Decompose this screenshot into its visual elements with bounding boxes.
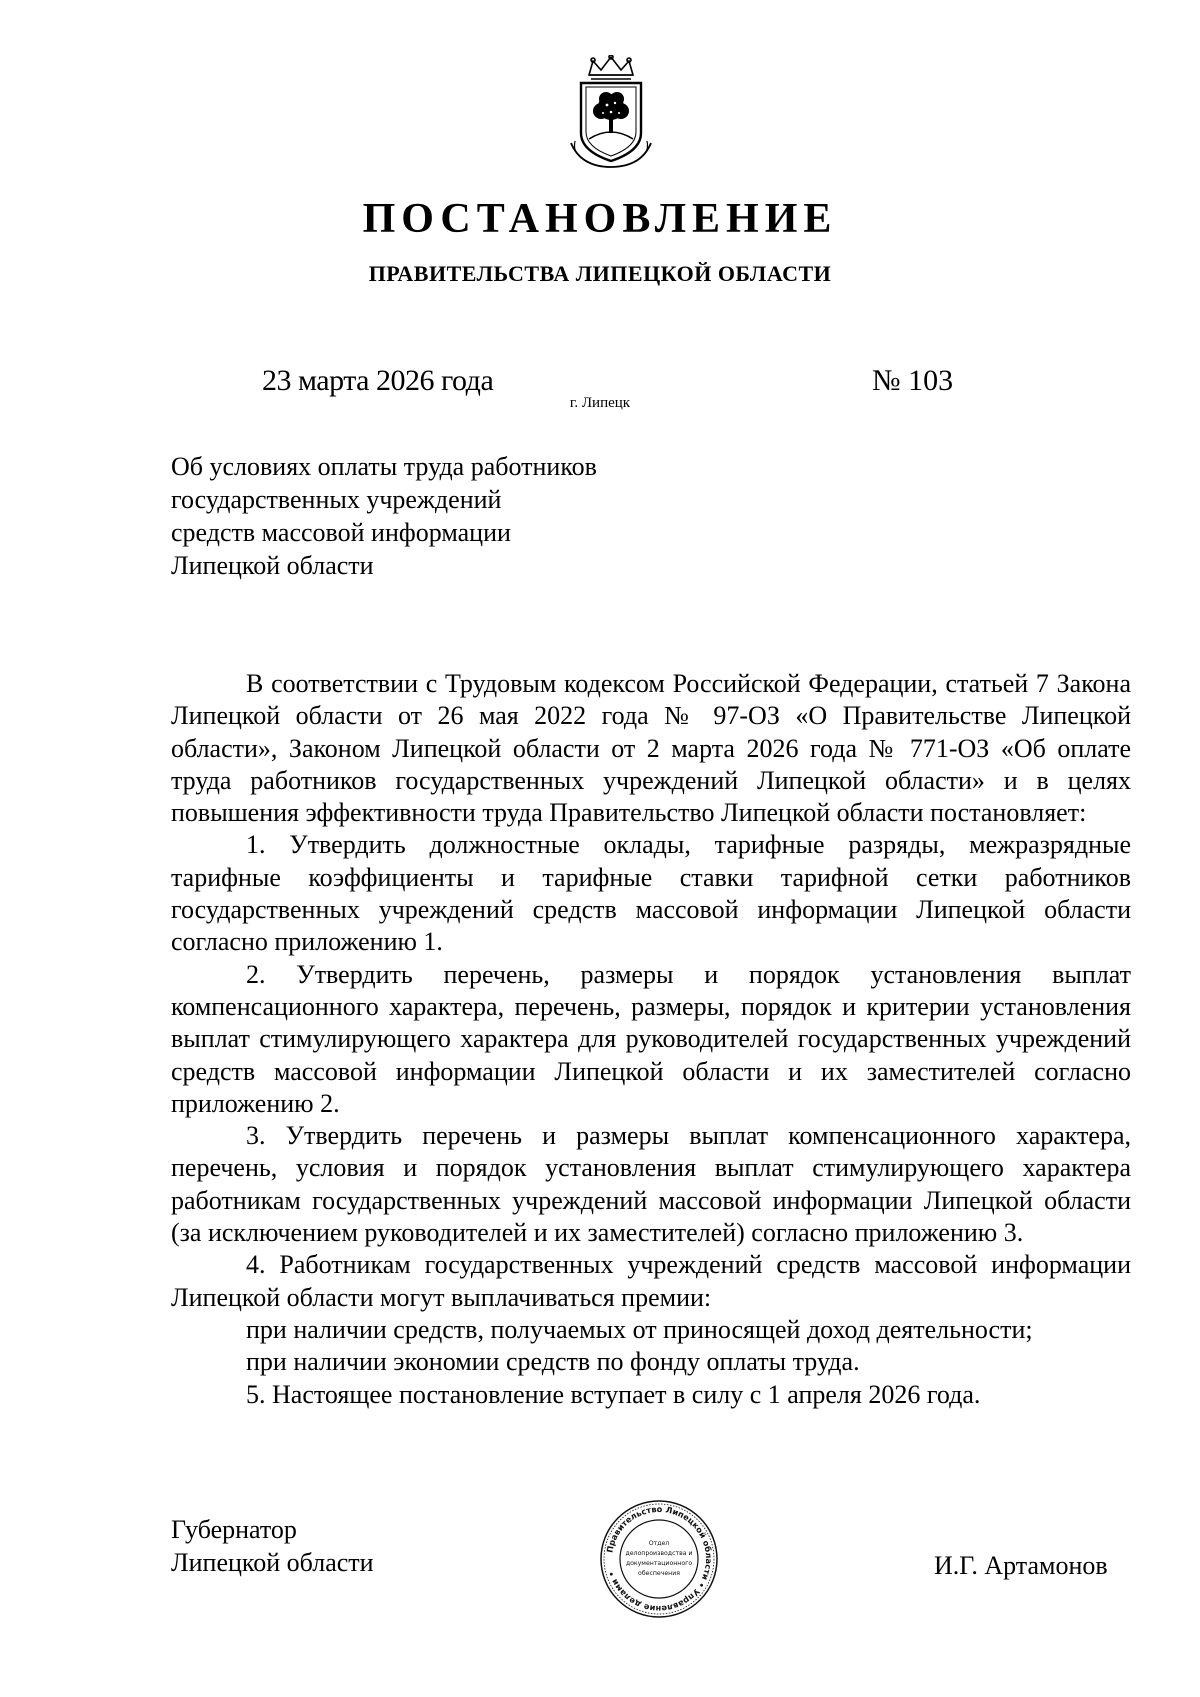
clause-5: 5. Настоящее постановление вступает в силу с 1 апреля 2026 года. bbox=[246, 1379, 981, 1409]
signatory-position-line: Липецкой области bbox=[171, 1548, 374, 1577]
clause-4-item-2: при наличии экономии средств по фонду оплаты труда. bbox=[246, 1347, 860, 1377]
stamp-inner-line: делопроизводства и bbox=[625, 1550, 693, 1557]
clause-1: 1. Утвердить должностные оклады, тарифные разряды, межразрядные тарифные коэффициенты и тарифные ставки тарифной сетки работников государственных учреждений средств массовой информации Липецкой области согласно приложению 1. bbox=[171, 830, 1131, 957]
clause-4-item-1: при наличии средств, получаемых от приносящей доход деятельности; bbox=[246, 1314, 1033, 1344]
clause-2: 2. Утвердить перечень, размеры и порядок установления выплат компенсационного характера, перечень, размеры, порядок и критерии установления выплат стимулирующего характера для руководителей государственных учреждений средств массовой информации Липецкой области и их заместителей согласно приложению 2. bbox=[171, 959, 1131, 1118]
title-line: средств массовой информации bbox=[171, 518, 511, 547]
issuer-heading: ПРАВИТЕЛЬСТВА ЛИПЕЦКОЙ ОБЛАСТИ bbox=[368, 261, 832, 286]
document-number: № 103 bbox=[872, 364, 954, 397]
stamp-outer-text: Правительство Липецкой области • Управление делами • bbox=[604, 1503, 715, 1615]
document-city: г. Липецк bbox=[569, 395, 631, 411]
title-line: государственных учреждений bbox=[171, 485, 502, 514]
document-type-heading: ПОСТАНОВЛЕНИЕ bbox=[362, 196, 838, 242]
stamp-inner-line: Отдел bbox=[648, 1540, 670, 1547]
preamble-paragraph: В соответствии с Трудовым кодексом Российской Федерации, статьей 7 Закона Липецкой области от 26 мая 2022 года № 97-ОЗ «О Правительстве Липецкой области», Законом Липецкой области от 2 марта 2026 года № 771-ОЗ «Об оплате труда работников государственных учреждений Липецкой области» и в целях повышения эффективности труда Правительство Липецкой области постановляет: bbox=[171, 669, 1131, 828]
document-title bbox=[171, 450, 597, 582]
coat-of-arms-emblem bbox=[567, 55, 655, 170]
signatory-position-line: Губернатор bbox=[171, 1515, 297, 1544]
office-stamp bbox=[598, 1498, 720, 1620]
clause-3: 3. Утвердить перечень и размеры выплат компенсационного характера, перечень, условия и порядок установления выплат стимулирующего характера работникам государственных учреждений массовой информации Липецкой области (за исключением руководителей и их заместителей) согласно приложению 3. bbox=[171, 1121, 1131, 1248]
signatory-position bbox=[171, 1513, 374, 1579]
signatory-name: И.Г. Артамонов bbox=[934, 1551, 1108, 1580]
document-date: 23 марта 2026 года bbox=[262, 364, 494, 397]
document-body bbox=[171, 668, 1131, 1411]
stamp-inner-line: документационного bbox=[625, 1560, 693, 1567]
title-line: Об условиях оплаты труда работников bbox=[171, 452, 597, 481]
stamp-inner-line: обеспечения bbox=[638, 1570, 680, 1577]
clause-4: 4. Работникам государственных учреждений средств массовой информации Липецкой области могут выплачиваться премии: bbox=[171, 1250, 1131, 1312]
title-line: Липецкой области bbox=[171, 551, 374, 580]
